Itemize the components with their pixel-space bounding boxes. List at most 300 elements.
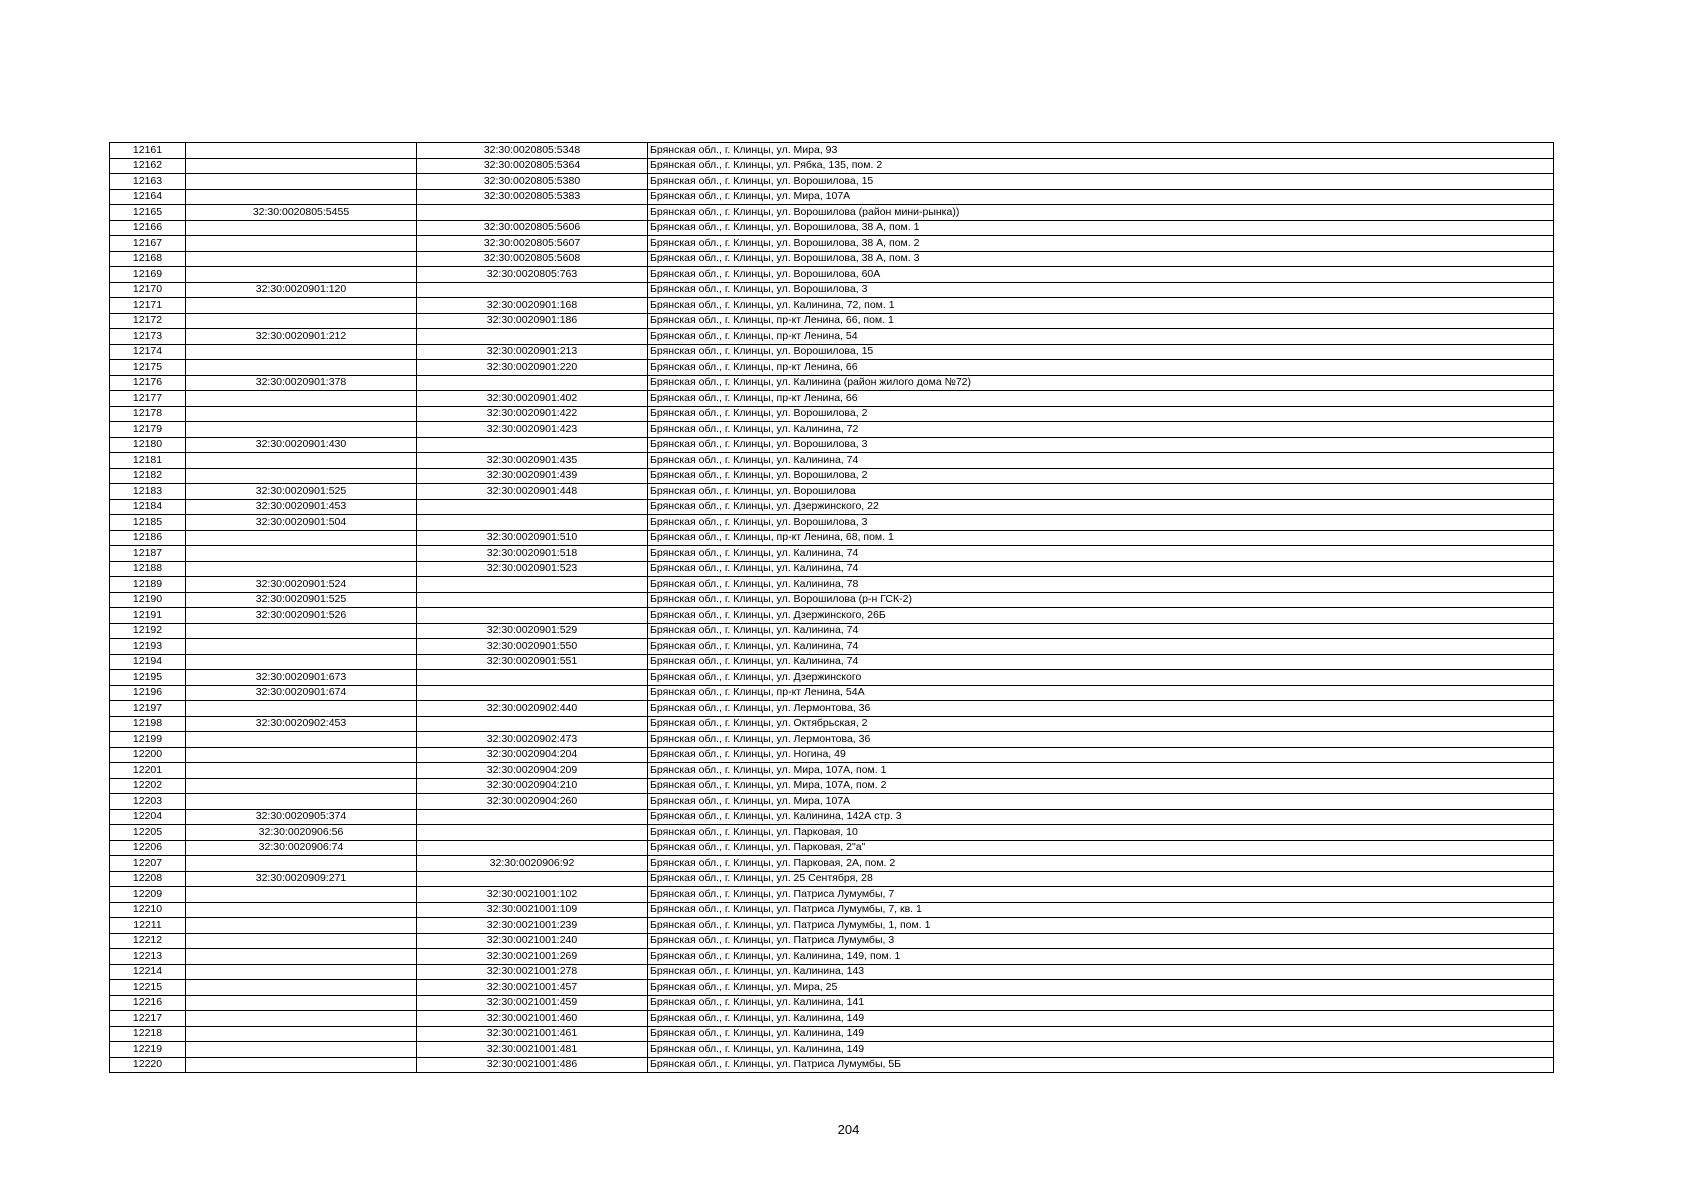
row-number-cell: 12188 xyxy=(110,561,186,577)
table-row xyxy=(110,236,1554,252)
address-cell: Брянская обл., г. Клинцы, ул. Рябка, 135, пом. 2 xyxy=(648,158,1554,174)
table-row xyxy=(110,654,1554,670)
table-row xyxy=(110,344,1554,360)
row-number-cell: 12169 xyxy=(110,267,186,283)
row-number-cell: 12177 xyxy=(110,391,186,407)
table-row xyxy=(110,189,1554,205)
row-number-cell: 12178 xyxy=(110,406,186,422)
cadastral-number-cell xyxy=(186,546,417,562)
row-number-cell: 12208 xyxy=(110,871,186,887)
table-row xyxy=(110,949,1554,965)
cadastral-number-cell xyxy=(186,949,417,965)
row-number-cell: 12195 xyxy=(110,670,186,686)
cadastral-number-cell xyxy=(186,639,417,655)
row-number-cell: 12216 xyxy=(110,995,186,1011)
row-number-cell: 12191 xyxy=(110,608,186,624)
address-cell: Брянская обл., г. Клинцы, ул. Ворошилова, 3 xyxy=(648,282,1554,298)
table-row xyxy=(110,825,1554,841)
table-row xyxy=(110,685,1554,701)
address-cell: Брянская обл., г. Клинцы, пр-кт Ленина, 68, пом. 1 xyxy=(648,530,1554,546)
row-number-cell: 12175 xyxy=(110,360,186,376)
address-cell: Брянская обл., г. Клинцы, ул. Калинина, 149 xyxy=(648,1042,1554,1058)
table-row xyxy=(110,329,1554,345)
address-cell: Брянская обл., г. Клинцы, ул. Калинина, 142А стр. 3 xyxy=(648,809,1554,825)
cadastral-number-cell xyxy=(186,453,417,469)
address-cell: Брянская обл., г. Клинцы, ул. Ворошилова, 2 xyxy=(648,468,1554,484)
address-cell: Брянская обл., г. Клинцы, ул. Дзержинского, 22 xyxy=(648,499,1554,515)
table-row xyxy=(110,778,1554,794)
row-number-cell: 12193 xyxy=(110,639,186,655)
address-cell: Брянская обл., г. Клинцы, ул. Калинина, 74 xyxy=(648,639,1554,655)
table-row xyxy=(110,871,1554,887)
object-cadastral-number-cell xyxy=(417,809,648,825)
cadastral-number-cell xyxy=(186,313,417,329)
table-row xyxy=(110,546,1554,562)
cadastral-number-cell: 32:30:0020901:378 xyxy=(186,375,417,391)
object-cadastral-number-cell xyxy=(417,670,648,686)
row-number-cell: 12182 xyxy=(110,468,186,484)
cadastral-number-cell xyxy=(186,763,417,779)
object-cadastral-number-cell xyxy=(417,205,648,221)
table-row xyxy=(110,143,1554,159)
object-cadastral-number-cell: 32:30:0020901:213 xyxy=(417,344,648,360)
cadastral-number-cell xyxy=(186,360,417,376)
object-cadastral-number-cell: 32:30:0020805:5348 xyxy=(417,143,648,159)
address-cell: Брянская обл., г. Клинцы, ул. Ворошилова, 3 xyxy=(648,515,1554,531)
cadastral-number-cell xyxy=(186,902,417,918)
address-cell: Брянская обл., г. Клинцы, ул. Калинина, 143 xyxy=(648,964,1554,980)
object-cadastral-number-cell: 32:30:0021001:239 xyxy=(417,918,648,934)
row-number-cell: 12170 xyxy=(110,282,186,298)
object-cadastral-number-cell: 32:30:0020805:5606 xyxy=(417,220,648,236)
row-number-cell: 12171 xyxy=(110,298,186,314)
table-row xyxy=(110,499,1554,515)
object-cadastral-number-cell: 32:30:0020901:168 xyxy=(417,298,648,314)
cadastral-number-cell xyxy=(186,856,417,872)
cadastral-number-cell: 32:30:0020902:453 xyxy=(186,716,417,732)
table-row xyxy=(110,856,1554,872)
cadastral-number-cell: 32:30:0020901:674 xyxy=(186,685,417,701)
table-row xyxy=(110,1011,1554,1027)
object-cadastral-number-cell: 32:30:0020805:5380 xyxy=(417,174,648,190)
table-row xyxy=(110,282,1554,298)
cadastral-number-cell xyxy=(186,236,417,252)
address-cell: Брянская обл., г. Клинцы, ул. Дзержинского, 26Б xyxy=(648,608,1554,624)
row-number-cell: 12219 xyxy=(110,1042,186,1058)
address-cell: Брянская обл., г. Клинцы, ул. Ворошилова, 38 А, пом. 1 xyxy=(648,220,1554,236)
object-cadastral-number-cell: 32:30:0021001:481 xyxy=(417,1042,648,1058)
page-number: 204 xyxy=(837,1122,860,1137)
row-number-cell: 12218 xyxy=(110,1026,186,1042)
table-row xyxy=(110,406,1554,422)
address-cell: Брянская обл., г. Клинцы, ул. Мира, 107А xyxy=(648,794,1554,810)
row-number-cell: 12196 xyxy=(110,685,186,701)
object-cadastral-number-cell: 32:30:0020904:209 xyxy=(417,763,648,779)
object-cadastral-number-cell: 32:30:0020805:5383 xyxy=(417,189,648,205)
address-cell: Брянская обл., г. Клинцы, ул. Ворошилова, 15 xyxy=(648,344,1554,360)
row-number-cell: 12183 xyxy=(110,484,186,500)
address-cell: Брянская обл., г. Клинцы, пр-кт Ленина, 66 xyxy=(648,391,1554,407)
table-row xyxy=(110,887,1554,903)
cadastral-number-cell xyxy=(186,980,417,996)
cadastral-number-cell: 32:30:0020906:74 xyxy=(186,840,417,856)
address-cell: Брянская обл., г. Клинцы, ул. Парковая, 10 xyxy=(648,825,1554,841)
table-row xyxy=(110,561,1554,577)
address-cell: Брянская обл., г. Клинцы, ул. Ворошилова, 15 xyxy=(648,174,1554,190)
address-cell: Брянская обл., г. Клинцы, пр-кт Ленина, 66, пом. 1 xyxy=(648,313,1554,329)
table-row xyxy=(110,267,1554,283)
address-cell: Брянская обл., г. Клинцы, ул. Калинина, 72, пом. 1 xyxy=(648,298,1554,314)
object-cadastral-number-cell: 32:30:0020805:763 xyxy=(417,267,648,283)
table-row xyxy=(110,360,1554,376)
cadastral-number-cell: 32:30:0020901:524 xyxy=(186,577,417,593)
object-cadastral-number-cell: 32:30:0020901:448 xyxy=(417,484,648,500)
cadastral-number-cell: 32:30:0020901:430 xyxy=(186,437,417,453)
row-number-cell: 12205 xyxy=(110,825,186,841)
row-number-cell: 12203 xyxy=(110,794,186,810)
cadastral-number-cell xyxy=(186,406,417,422)
table-row xyxy=(110,1026,1554,1042)
address-cell: Брянская обл., г. Клинцы, ул. Ворошилова, 38 А, пом. 3 xyxy=(648,251,1554,267)
object-cadastral-number-cell xyxy=(417,329,648,345)
table-row xyxy=(110,639,1554,655)
row-number-cell: 12192 xyxy=(110,623,186,639)
object-cadastral-number-cell: 32:30:0021001:278 xyxy=(417,964,648,980)
object-cadastral-number-cell: 32:30:0021001:109 xyxy=(417,902,648,918)
row-number-cell: 12179 xyxy=(110,422,186,438)
cadastral-number-cell xyxy=(186,251,417,267)
address-cell: Брянская обл., г. Клинцы, ул. Мира, 107А, пом. 2 xyxy=(648,778,1554,794)
table-row xyxy=(110,515,1554,531)
table-row xyxy=(110,174,1554,190)
object-cadastral-number-cell xyxy=(417,840,648,856)
cadastral-number-cell xyxy=(186,964,417,980)
table-row xyxy=(110,422,1554,438)
cadastral-number-cell: 32:30:0020901:504 xyxy=(186,515,417,531)
table-row xyxy=(110,716,1554,732)
table-row xyxy=(110,701,1554,717)
object-cadastral-number-cell: 32:30:0021001:459 xyxy=(417,995,648,1011)
cadastral-number-cell: 32:30:0020901:212 xyxy=(186,329,417,345)
address-cell: Брянская обл., г. Клинцы, ул. Мира, 107А xyxy=(648,189,1554,205)
address-cell: Брянская обл., г. Клинцы, ул. Октябрьская, 2 xyxy=(648,716,1554,732)
row-number-cell: 12184 xyxy=(110,499,186,515)
table-row xyxy=(110,732,1554,748)
row-number-cell: 12180 xyxy=(110,437,186,453)
cadastral-number-cell xyxy=(186,391,417,407)
address-cell: Брянская обл., г. Клинцы, ул. Калинина, 149 xyxy=(648,1011,1554,1027)
address-cell: Брянская обл., г. Клинцы, пр-кт Ленина, 54А xyxy=(648,685,1554,701)
table-row xyxy=(110,592,1554,608)
address-cell: Брянская обл., г. Клинцы, ул. Патриса Лумумбы, 3 xyxy=(648,933,1554,949)
table-row xyxy=(110,933,1554,949)
row-number-cell: 12167 xyxy=(110,236,186,252)
object-cadastral-number-cell: 32:30:0020901:510 xyxy=(417,530,648,546)
cadastral-number-cell xyxy=(186,995,417,1011)
object-cadastral-number-cell xyxy=(417,716,648,732)
object-cadastral-number-cell: 32:30:0020901:518 xyxy=(417,546,648,562)
object-cadastral-number-cell xyxy=(417,515,648,531)
address-cell: Брянская обл., г. Клинцы, ул. Ворошилова, 38 А, пом. 2 xyxy=(648,236,1554,252)
cadastral-number-cell: 32:30:0020901:525 xyxy=(186,484,417,500)
table-row xyxy=(110,530,1554,546)
object-cadastral-number-cell: 32:30:0020901:402 xyxy=(417,391,648,407)
object-cadastral-number-cell xyxy=(417,871,648,887)
table-row xyxy=(110,1057,1554,1073)
address-cell: Брянская обл., г. Клинцы, ул. Калинина (район жилого дома №72) xyxy=(648,375,1554,391)
object-cadastral-number-cell: 32:30:0020805:5364 xyxy=(417,158,648,174)
row-number-cell: 12173 xyxy=(110,329,186,345)
address-cell: Брянская обл., г. Клинцы, ул. Ворошилова xyxy=(648,484,1554,500)
address-cell: Брянская обл., г. Клинцы, ул. Ногина, 49 xyxy=(648,747,1554,763)
object-cadastral-number-cell: 32:30:0020901:523 xyxy=(417,561,648,577)
row-number-cell: 12165 xyxy=(110,205,186,221)
cadastral-number-cell xyxy=(186,1042,417,1058)
address-cell: Брянская обл., г. Клинцы, ул. Калинина, 141 xyxy=(648,995,1554,1011)
table-row xyxy=(110,437,1554,453)
row-number-cell: 12189 xyxy=(110,577,186,593)
address-cell: Брянская обл., г. Клинцы, ул. Парковая, 2А, пом. 2 xyxy=(648,856,1554,872)
row-number-cell: 12210 xyxy=(110,902,186,918)
cadastral-number-cell xyxy=(186,794,417,810)
cadastral-number-cell xyxy=(186,1011,417,1027)
address-cell: Брянская обл., г. Клинцы, ул. Патриса Лумумбы, 7, кв. 1 xyxy=(648,902,1554,918)
row-number-cell: 12202 xyxy=(110,778,186,794)
object-cadastral-number-cell xyxy=(417,577,648,593)
row-number-cell: 12215 xyxy=(110,980,186,996)
object-cadastral-number-cell: 32:30:0021001:457 xyxy=(417,980,648,996)
object-cadastral-number-cell: 32:30:0020902:440 xyxy=(417,701,648,717)
table-row xyxy=(110,747,1554,763)
cadastral-number-cell xyxy=(186,654,417,670)
row-number-cell: 12207 xyxy=(110,856,186,872)
object-cadastral-number-cell xyxy=(417,608,648,624)
row-number-cell: 12190 xyxy=(110,592,186,608)
object-cadastral-number-cell: 32:30:0020901:550 xyxy=(417,639,648,655)
row-number-cell: 12220 xyxy=(110,1057,186,1073)
object-cadastral-number-cell: 32:30:0020901:551 xyxy=(417,654,648,670)
address-cell: Брянская обл., г. Клинцы, ул. Калинина, 149 xyxy=(648,1026,1554,1042)
table-row xyxy=(110,670,1554,686)
row-number-cell: 12200 xyxy=(110,747,186,763)
address-cell: Брянская обл., г. Клинцы, ул. Ворошилова (район мини-рынка)) xyxy=(648,205,1554,221)
address-cell: Брянская обл., г. Клинцы, ул. Калинина, 74 xyxy=(648,561,1554,577)
cadastral-number-cell xyxy=(186,189,417,205)
registry-table xyxy=(109,142,1554,1073)
address-cell: Брянская обл., г. Клинцы, ул. Патриса Лумумбы, 5Б xyxy=(648,1057,1554,1073)
row-number-cell: 12166 xyxy=(110,220,186,236)
row-number-cell: 12181 xyxy=(110,453,186,469)
object-cadastral-number-cell: 32:30:0021001:461 xyxy=(417,1026,648,1042)
row-number-cell: 12168 xyxy=(110,251,186,267)
cadastral-number-cell xyxy=(186,143,417,159)
address-cell: Брянская обл., г. Клинцы, ул. Калинина, 149, пом. 1 xyxy=(648,949,1554,965)
address-cell: Брянская обл., г. Клинцы, ул. Мира, 25 xyxy=(648,980,1554,996)
cadastral-number-cell: 32:30:0020901:525 xyxy=(186,592,417,608)
object-cadastral-number-cell: 32:30:0020901:220 xyxy=(417,360,648,376)
row-number-cell: 12204 xyxy=(110,809,186,825)
row-number-cell: 12213 xyxy=(110,949,186,965)
table-row xyxy=(110,375,1554,391)
row-number-cell: 12194 xyxy=(110,654,186,670)
cadastral-number-cell: 32:30:0020901:526 xyxy=(186,608,417,624)
object-cadastral-number-cell xyxy=(417,437,648,453)
row-number-cell: 12209 xyxy=(110,887,186,903)
address-cell: Брянская обл., г. Клинцы, ул. Калинина, 74 xyxy=(648,654,1554,670)
cadastral-number-cell xyxy=(186,933,417,949)
address-cell: Брянская обл., г. Клинцы, ул. Ворошилова (р-н ГСК-2) xyxy=(648,592,1554,608)
table-row xyxy=(110,468,1554,484)
table-row xyxy=(110,453,1554,469)
row-number-cell: 12217 xyxy=(110,1011,186,1027)
cadastral-number-cell: 32:30:0020906:56 xyxy=(186,825,417,841)
cadastral-number-cell xyxy=(186,267,417,283)
address-cell: Брянская обл., г. Клинцы, ул. Лермонтова, 36 xyxy=(648,732,1554,748)
cadastral-number-cell xyxy=(186,561,417,577)
object-cadastral-number-cell xyxy=(417,592,648,608)
object-cadastral-number-cell: 32:30:0020901:186 xyxy=(417,313,648,329)
table-row xyxy=(110,484,1554,500)
address-cell: Брянская обл., г. Клинцы, ул. Мира, 93 xyxy=(648,143,1554,159)
cadastral-number-cell xyxy=(186,732,417,748)
table-row xyxy=(110,763,1554,779)
table-row xyxy=(110,902,1554,918)
table-row xyxy=(110,298,1554,314)
table-row xyxy=(110,794,1554,810)
object-cadastral-number-cell: 32:30:0020901:529 xyxy=(417,623,648,639)
row-number-cell: 12162 xyxy=(110,158,186,174)
object-cadastral-number-cell: 32:30:0020904:210 xyxy=(417,778,648,794)
row-number-cell: 12186 xyxy=(110,530,186,546)
address-cell: Брянская обл., г. Клинцы, ул. Калинина, 74 xyxy=(648,623,1554,639)
cadastral-number-cell xyxy=(186,468,417,484)
cadastral-number-cell xyxy=(186,530,417,546)
object-cadastral-number-cell: 32:30:0020901:435 xyxy=(417,453,648,469)
row-number-cell: 12164 xyxy=(110,189,186,205)
object-cadastral-number-cell: 32:30:0020901:422 xyxy=(417,406,648,422)
address-cell: Брянская обл., г. Клинцы, ул. Патриса Лумумбы, 1, пом. 1 xyxy=(648,918,1554,934)
row-number-cell: 12198 xyxy=(110,716,186,732)
cadastral-number-cell xyxy=(186,747,417,763)
row-number-cell: 12185 xyxy=(110,515,186,531)
row-number-cell: 12201 xyxy=(110,763,186,779)
object-cadastral-number-cell: 32:30:0020901:423 xyxy=(417,422,648,438)
object-cadastral-number-cell: 32:30:0021001:102 xyxy=(417,887,648,903)
object-cadastral-number-cell: 32:30:0021001:240 xyxy=(417,933,648,949)
row-number-cell: 12161 xyxy=(110,143,186,159)
table-row xyxy=(110,158,1554,174)
address-cell: Брянская обл., г. Клинцы, ул. Калинина, 74 xyxy=(648,546,1554,562)
cadastral-number-cell xyxy=(186,298,417,314)
row-number-cell: 12172 xyxy=(110,313,186,329)
row-number-cell: 12206 xyxy=(110,840,186,856)
object-cadastral-number-cell: 32:30:0020904:204 xyxy=(417,747,648,763)
object-cadastral-number-cell: 32:30:0020904:260 xyxy=(417,794,648,810)
table-row xyxy=(110,840,1554,856)
table-row xyxy=(110,313,1554,329)
cadastral-number-cell xyxy=(186,220,417,236)
cadastral-number-cell: 32:30:0020909:271 xyxy=(186,871,417,887)
table-row xyxy=(110,809,1554,825)
address-cell: Брянская обл., г. Клинцы, ул. Парковая, 2"а" xyxy=(648,840,1554,856)
address-cell: Брянская обл., г. Клинцы, ул. Ворошилова, 3 xyxy=(648,437,1554,453)
address-cell: Брянская обл., г. Клинцы, ул. Ворошилова, 2 xyxy=(648,406,1554,422)
row-number-cell: 12174 xyxy=(110,344,186,360)
cadastral-number-cell: 32:30:0020805:5455 xyxy=(186,205,417,221)
address-cell: Брянская обл., г. Клинцы, пр-кт Ленина, 66 xyxy=(648,360,1554,376)
table-row xyxy=(110,391,1554,407)
address-cell: Брянская обл., г. Клинцы, ул. Калинина, 78 xyxy=(648,577,1554,593)
object-cadastral-number-cell xyxy=(417,375,648,391)
object-cadastral-number-cell: 32:30:0021001:460 xyxy=(417,1011,648,1027)
cadastral-number-cell xyxy=(186,1057,417,1073)
row-number-cell: 12199 xyxy=(110,732,186,748)
table-row xyxy=(110,1042,1554,1058)
cadastral-number-cell xyxy=(186,918,417,934)
table-row xyxy=(110,918,1554,934)
cadastral-number-cell: 32:30:0020901:453 xyxy=(186,499,417,515)
cadastral-number-cell: 32:30:0020905:374 xyxy=(186,809,417,825)
table-row xyxy=(110,980,1554,996)
address-cell: Брянская обл., г. Клинцы, ул. Калинина, 72 xyxy=(648,422,1554,438)
cadastral-number-cell xyxy=(186,344,417,360)
object-cadastral-number-cell: 32:30:0020805:5607 xyxy=(417,236,648,252)
row-number-cell: 12212 xyxy=(110,933,186,949)
object-cadastral-number-cell xyxy=(417,825,648,841)
table-row xyxy=(110,964,1554,980)
row-number-cell: 12187 xyxy=(110,546,186,562)
registry-table-body xyxy=(110,143,1554,1073)
cadastral-number-cell xyxy=(186,1026,417,1042)
cadastral-number-cell xyxy=(186,422,417,438)
row-number-cell: 12176 xyxy=(110,375,186,391)
object-cadastral-number-cell: 32:30:0020901:439 xyxy=(417,468,648,484)
address-cell: Брянская обл., г. Клинцы, пр-кт Ленина, 54 xyxy=(648,329,1554,345)
address-cell: Брянская обл., г. Клинцы, ул. Ворошилова, 60А xyxy=(648,267,1554,283)
table-row xyxy=(110,995,1554,1011)
object-cadastral-number-cell xyxy=(417,685,648,701)
cadastral-number-cell: 32:30:0020901:673 xyxy=(186,670,417,686)
object-cadastral-number-cell: 32:30:0020902:473 xyxy=(417,732,648,748)
address-cell: Брянская обл., г. Клинцы, ул. Лермонтова, 36 xyxy=(648,701,1554,717)
table-row xyxy=(110,608,1554,624)
object-cadastral-number-cell: 32:30:0021001:269 xyxy=(417,949,648,965)
object-cadastral-number-cell: 32:30:0020805:5608 xyxy=(417,251,648,267)
object-cadastral-number-cell xyxy=(417,499,648,515)
table-row xyxy=(110,623,1554,639)
row-number-cell: 12214 xyxy=(110,964,186,980)
cadastral-number-cell xyxy=(186,174,417,190)
table-row xyxy=(110,577,1554,593)
cadastral-number-cell xyxy=(186,158,417,174)
row-number-cell: 12211 xyxy=(110,918,186,934)
object-cadastral-number-cell: 32:30:0021001:486 xyxy=(417,1057,648,1073)
address-cell: Брянская обл., г. Клинцы, ул. Патриса Лумумбы, 7 xyxy=(648,887,1554,903)
address-cell: Брянская обл., г. Клинцы, ул. 25 Сентября, 28 xyxy=(648,871,1554,887)
cadastral-number-cell: 32:30:0020901:120 xyxy=(186,282,417,298)
cadastral-number-cell xyxy=(186,887,417,903)
table-row xyxy=(110,220,1554,236)
cadastral-number-cell xyxy=(186,701,417,717)
cadastral-number-cell xyxy=(186,778,417,794)
object-cadastral-number-cell xyxy=(417,282,648,298)
address-cell: Брянская обл., г. Клинцы, ул. Мира, 107А, пом. 1 xyxy=(648,763,1554,779)
object-cadastral-number-cell: 32:30:0020906:92 xyxy=(417,856,648,872)
address-cell: Брянская обл., г. Клинцы, ул. Дзержинского xyxy=(648,670,1554,686)
cadastral-number-cell xyxy=(186,623,417,639)
table-row xyxy=(110,205,1554,221)
table-row xyxy=(110,251,1554,267)
